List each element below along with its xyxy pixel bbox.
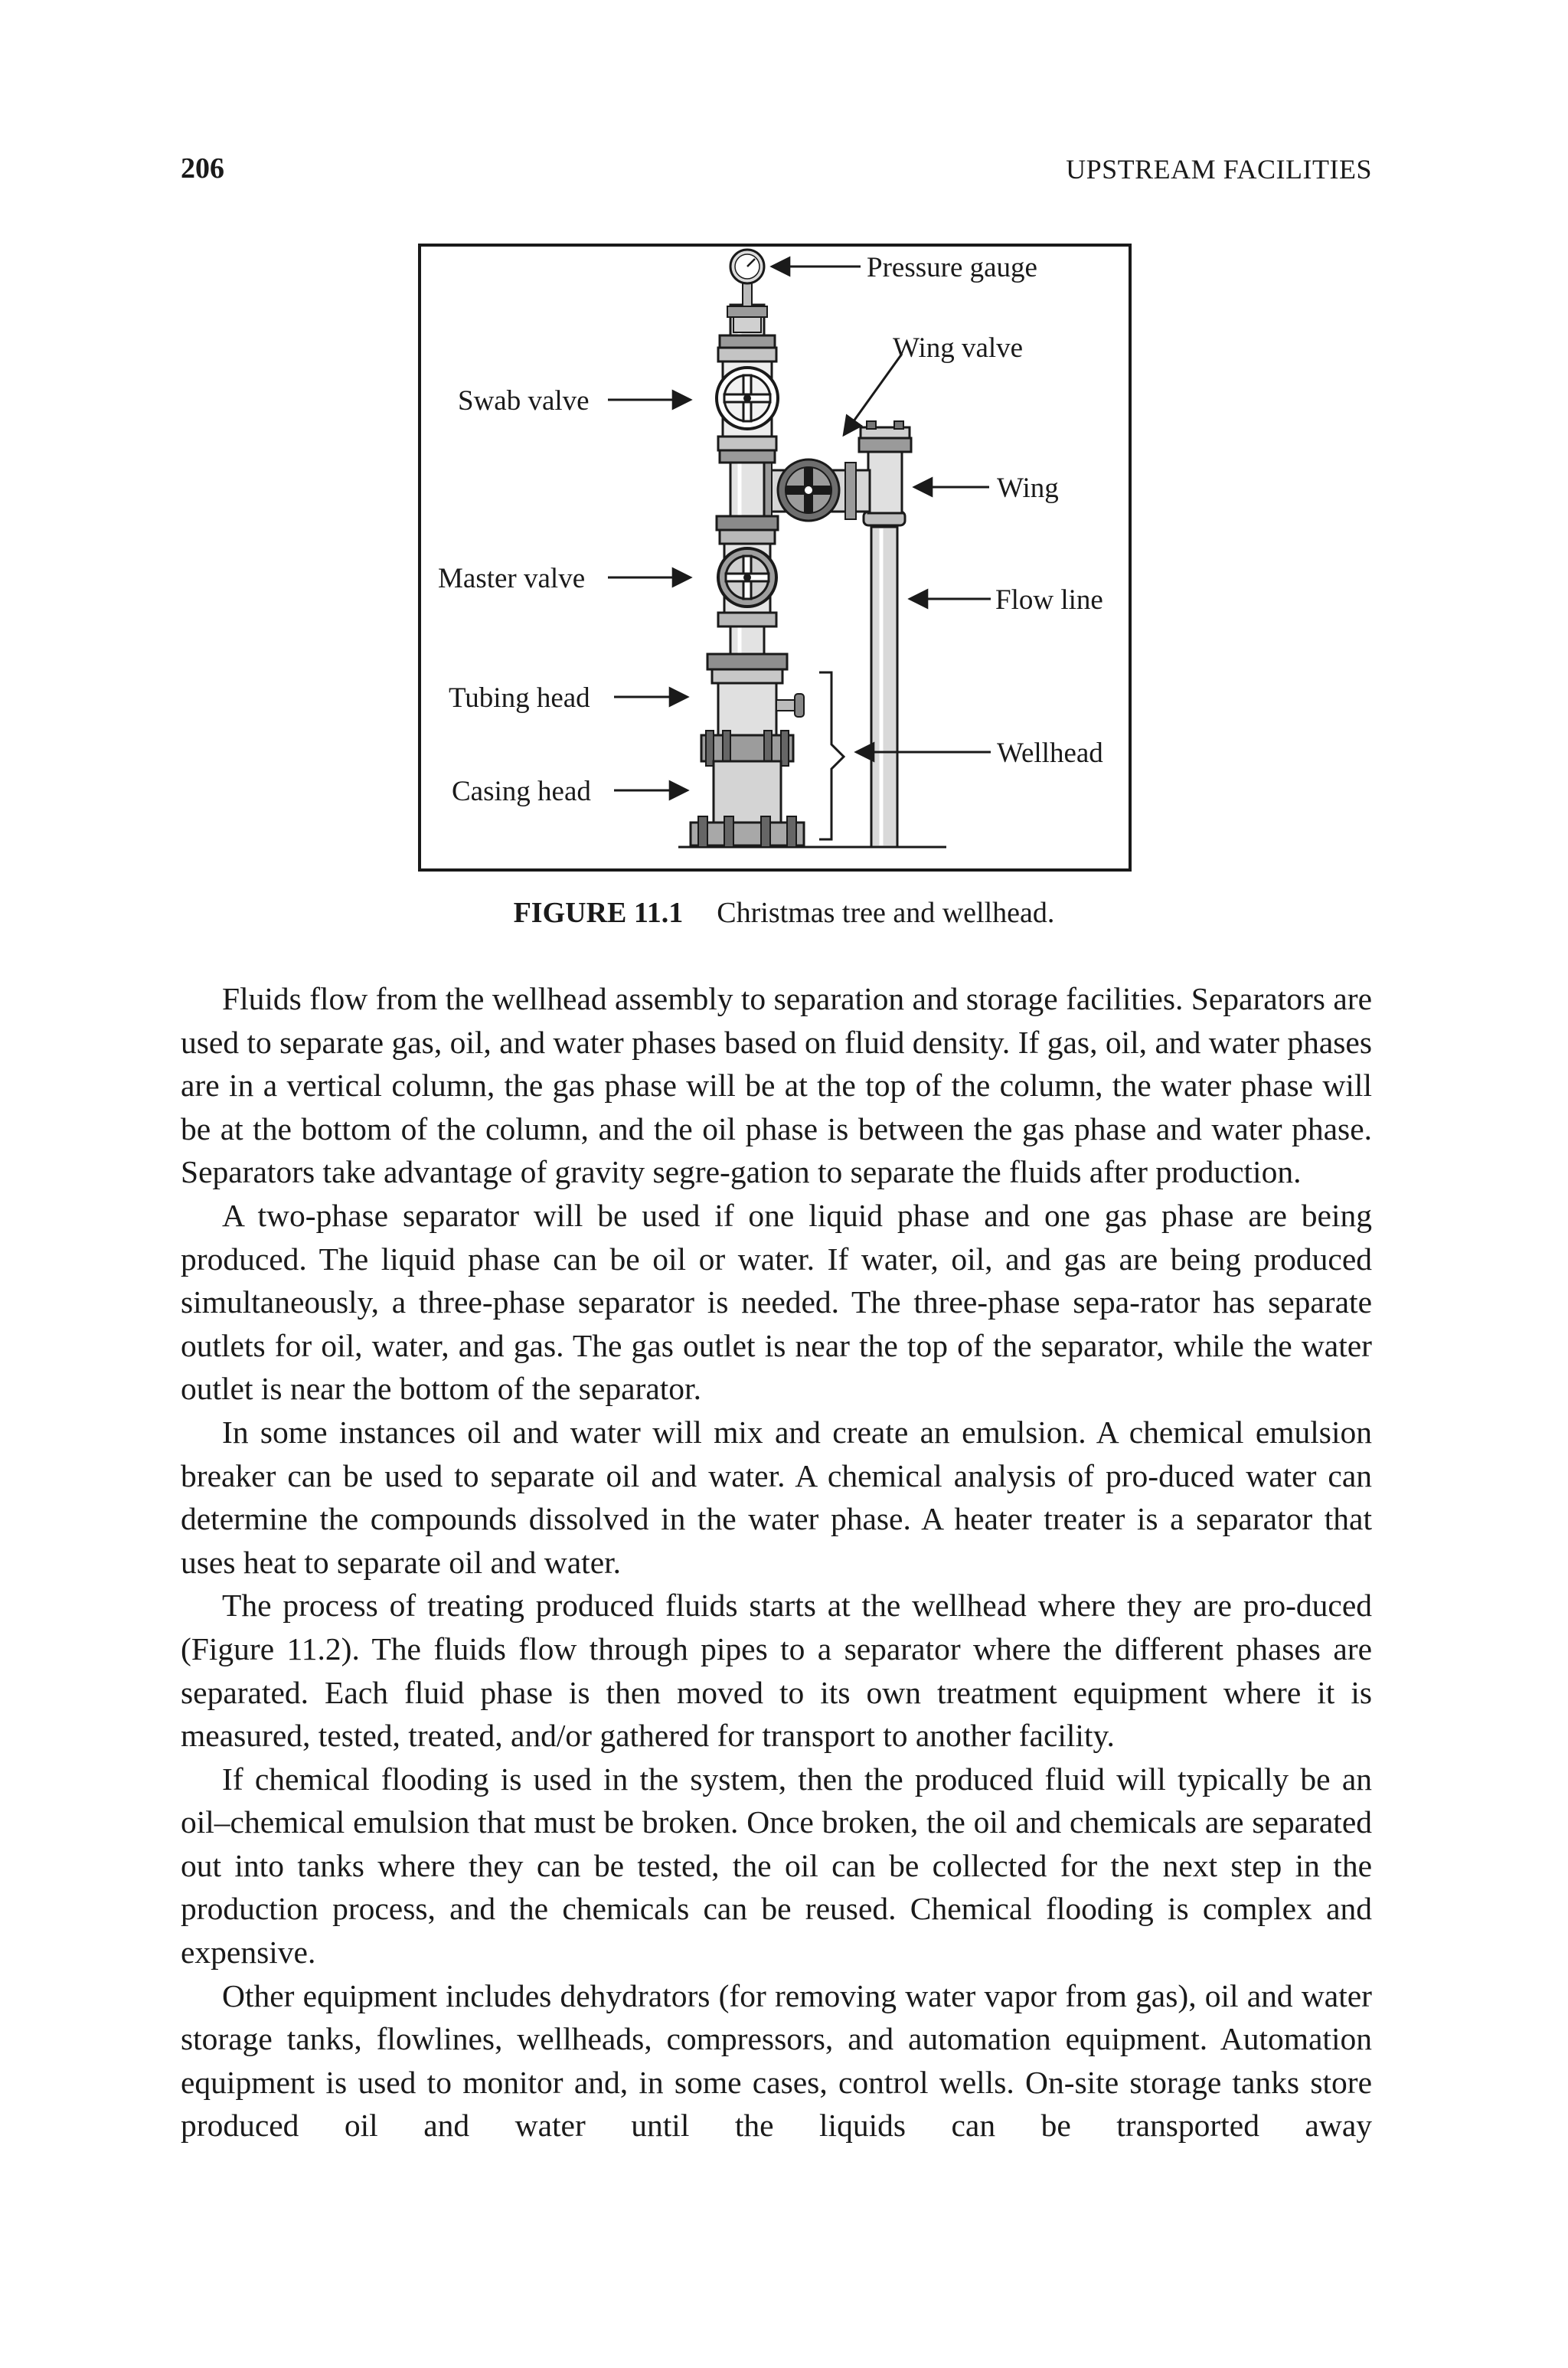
label-wellhead: Wellhead	[997, 738, 1103, 769]
label-wing: Wing	[997, 473, 1059, 504]
paragraph: A two-phase separator will be used if one liquid phase and one gas phase are being produced. The liquid phase can be oil or water. If water, oil, and gas are being produced simultaneously, a three-phase separator is needed. The three-phase sepa-rator has separate outlets for oil, water, and gas. The gas outlet is near the top of the separator, while the water outlet is near the bottom of the separator.	[181, 1197, 1372, 1407]
running-head: UPSTREAM FACILITIES	[1066, 154, 1372, 185]
paragraph: Fluids flow from the wellhead assembly to separation and storage facilities. Separators are used to separate gas, oil, and water phases based on fluid density. If gas, oil, and water phases are in a vertical column, the gas phase will be at the top of the column, the water phase will be at the bottom of the column, and the oil phase is between the gas phase and water phase. Separators take advantage of gravity segre-gation to separate the fluids after production.	[181, 981, 1372, 1190]
page-number: 206	[181, 152, 224, 185]
christmas-tree-figure	[418, 244, 1132, 872]
figure-number: FIGURE 11.1	[513, 897, 684, 929]
figure-caption	[0, 896, 1568, 930]
label-tubing-head: Tubing head	[449, 682, 590, 714]
wing-valve-handwheel	[778, 460, 839, 521]
paragraph: Other equipment includes dehydrators (for removing water vapor from gas), oil and water storage tanks, flowlines, wellheads, compressors, and automation equipment. Automation equipment is used to monitor and, in some cases, control wells. On-site storage tanks store produced oil and water until the liquids can be transported away	[181, 1977, 1372, 2144]
swab-valve-assembly	[717, 335, 778, 463]
body-text	[181, 977, 1372, 2147]
paragraph: If chemical flooding is used in the system, then the produced fluid will typically be an oil–chemical emulsion that must be broken. Once broken, the oil and chemicals are separated out into tanks where they can be tested, the oil can be collected for the next step in the production process, and the chemicals can be reused. Chemical flooding is complex and expensive.	[181, 1761, 1372, 1971]
label-casing-head: Casing head	[452, 776, 591, 807]
figure-caption-text: Christmas tree and wellhead.	[717, 897, 1055, 929]
label-pressure-gauge: Pressure gauge	[867, 252, 1037, 283]
paragraph: The process of treating produced fluids starts at the wellhead where they are pro-duced (Figure 11.2). The fluids flow through pipes to a separator where the different phases are separated. Each fluid phase is then moved to its own treatment equipment where it is measured, tested, treated, and/or gathered for transport to another facility.	[181, 1588, 1372, 1754]
label-flow-line: Flow line	[995, 584, 1103, 616]
label-master-valve: Master valve	[438, 563, 586, 594]
master-valve-assembly	[717, 516, 778, 626]
label-wing-valve: Wing valve	[893, 332, 1024, 364]
label-swab-valve: Swab valve	[458, 385, 590, 417]
paragraph: In some instances oil and water will mix and create an emulsion. A chemical emulsion breaker can be used to separate oil and water. A chemical analysis of pro-duced water can determine the compounds dissolved in the water phase. A heater treater is a separator that uses heat to separate oil and water.	[181, 1414, 1372, 1580]
